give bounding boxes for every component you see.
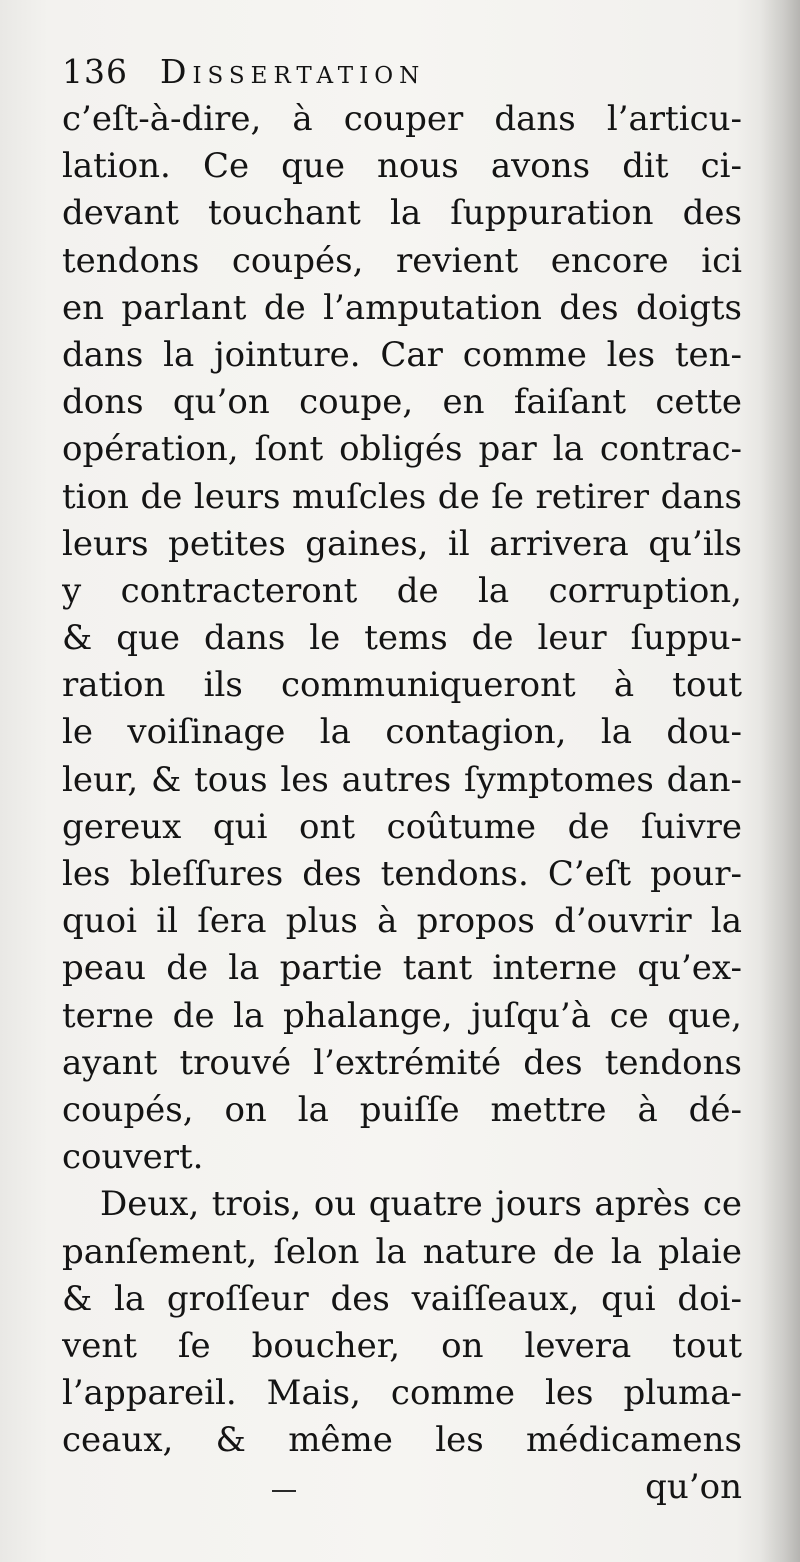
text-line: quoi il ſera plus à propos d’ouvrir la [62,901,742,942]
body-text [62,96,742,1512]
print-mark [272,1490,296,1492]
text-line: tendons coupés, revient encore ici [62,240,742,281]
text-line: gereux qui ont coûtume de ſuivre [62,806,742,847]
text-line: lation. Ce que nous avons dit ci- [62,146,742,187]
text-line: c’eſt-à-dire, à couper dans l’articu- [62,99,742,139]
text-line: & que dans le tems de leur ſuppu- [62,618,742,659]
text-line: terne de la phalange, juſqu’à ce que, [62,995,742,1036]
text-line: leur, & tous les autres ſymptomes dan- [62,759,742,800]
text-line: dons qu’on coupe, en faiſant cette [62,382,742,423]
text-line: dans la jointure. Car comme les ten- [62,334,742,375]
catchword: qu’on [645,1467,742,1508]
text-line: l’appareil. Mais, comme les pluma- [62,1373,742,1414]
running-head: Dissertation [160,52,426,91]
paragraph-end-line: couvert. [62,1137,204,1178]
text-line: opération, ſont obligés par la contrac- [62,429,742,470]
text-line: coupés, on la puiſſe mettre à dé- [62,1089,742,1130]
text-line: en parlant de l’amputation des doigts [62,287,742,328]
page-number: 136 [62,52,128,91]
paragraph-first-line: Deux, trois, ou quatre jours après ce [100,1184,742,1225]
text-line: & la groſſeur des vaiſſeaux, qui doi- [62,1278,742,1319]
text-line: le voiſinage la contagion, la dou- [62,712,742,753]
text-line: vent ſe boucher, on levera tout [62,1325,742,1366]
text-line: tion de leurs muſcles de ſe retirer dans [62,476,742,517]
text-line: devant touchant la ſuppuration des [62,193,742,234]
text-line: ayant trouvé l’extrémité des tendons [62,1042,742,1083]
text-line: les bleſſures des tendons. C’eſt pour- [62,854,742,894]
page-edge-shadow [760,0,800,1562]
text-line: ceaux, & même les médicamens [62,1420,742,1461]
text-line: peau de la partie tant interne qu’ex- [62,948,742,989]
text-line: ration ils communiqueront à tout [62,665,742,706]
text-line: panſement, ſelon la nature de la plaie [62,1231,742,1272]
text-line: leurs petites gaines, il arrivera qu’ils [62,523,742,564]
text-line: y contracteront de la corruption, [62,570,742,611]
